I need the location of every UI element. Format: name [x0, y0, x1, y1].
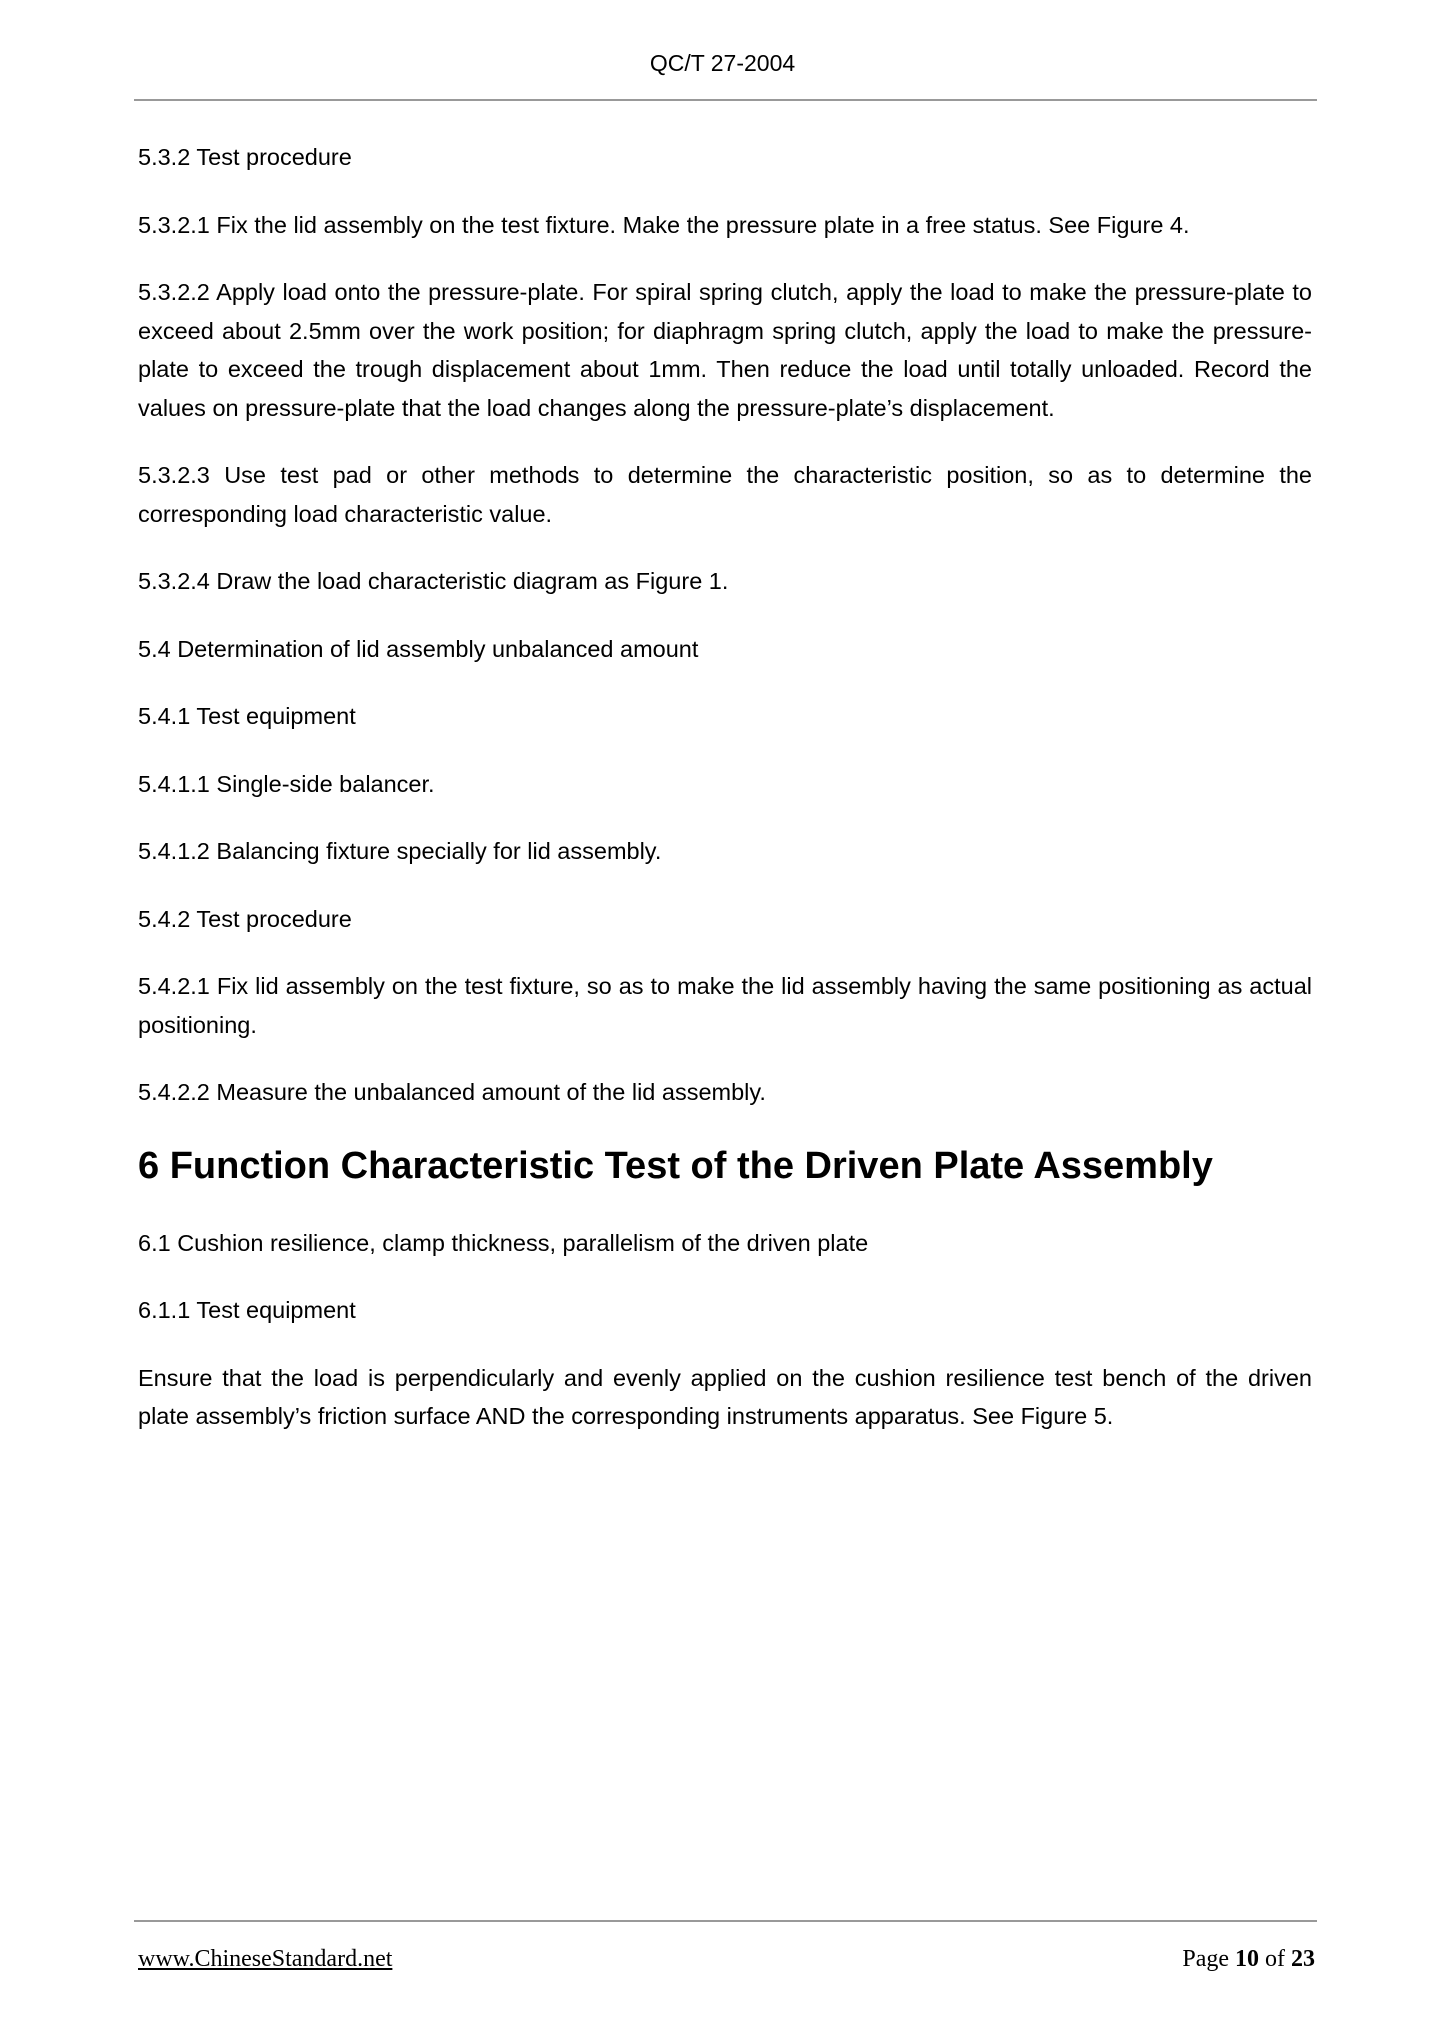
paragraph-6-1-1-body: Ensure that the load is perpendicularly and evenly applied on the cushion resilience test bench of the driven plate assembly’s friction surface AND the corresponding instruments apparatus. See Figure 5.: [138, 1364, 1312, 1429]
paragraph-5-3-2-1: 5.3.2.1 Fix the lid assembly on the test fixture. Make the pressure plate in a free status. See Figure 4.: [138, 211, 1190, 238]
footer-divider: [134, 1920, 1317, 1922]
paragraph-5-3-2-2: 5.3.2.2 Apply load onto the pressure-plate. For spiral spring clutch, apply the load to make the pressure-plate to exceed about 2.5mm over the work position; for diaphragm spring clutch, apply the load to make the pressure-plate to exceed the trough displacement about 1mm. Then reduce the load until totally unloaded. Record the values on pressure-plate that the load changes along the pressure-plate’s displacement.: [138, 279, 1312, 421]
paragraph-5-3-2-4: 5.3.2.4 Draw the load characteristic diagram as Figure 1.: [138, 568, 729, 594]
paragraph-5-4-2-2: 5.4.2.2 Measure the unbalanced amount of the lid assembly.: [138, 1079, 766, 1105]
heading-5-4-2: 5.4.2 Test procedure: [138, 905, 352, 932]
header-divider: [134, 99, 1317, 101]
page-total: 23: [1291, 1946, 1315, 1972]
page-prefix: Page: [1182, 1946, 1229, 1972]
heading-5-4: 5.4 Determination of lid assembly unbalanced amount: [138, 635, 699, 662]
document-body: [138, 138, 1312, 1465]
section-6-heading: 6 Function Characteristic Test of the Driven Plate Assembly: [138, 1144, 1213, 1187]
heading-5-3-2: 5.3.2 Test procedure: [138, 144, 352, 170]
paragraph-5-3-2-3: 5.3.2.3 Use test pad or other methods to determine the characteristic position, so as to determine the corresponding load characteristic value.: [138, 462, 1312, 527]
page-number: [1182, 1946, 1315, 1973]
document-header-title: QC/T 27-2004: [649, 50, 796, 76]
paragraph-5-4-1-1: 5.4.1.1 Single-side balancer.: [138, 770, 435, 797]
page-current: 10: [1235, 1946, 1259, 1972]
heading-6-1-1: 6.1.1 Test equipment: [138, 1297, 356, 1323]
heading-5-4-1: 5.4.1 Test equipment: [138, 703, 356, 729]
website-link[interactable]: www.ChineseStandard.net: [138, 1946, 393, 1972]
paragraph-5-4-1-2: 5.4.1.2 Balancing fixture specially for lid assembly.: [138, 838, 662, 864]
heading-6-1: 6.1 Cushion resilience, clamp thickness, parallelism of the driven plate: [138, 1229, 869, 1256]
page-of: of: [1265, 1946, 1285, 1972]
paragraph-5-4-2-1: 5.4.2.1 Fix lid assembly on the test fixture, so as to make the lid assembly having the same positioning as actual positioning.: [138, 973, 1312, 1038]
